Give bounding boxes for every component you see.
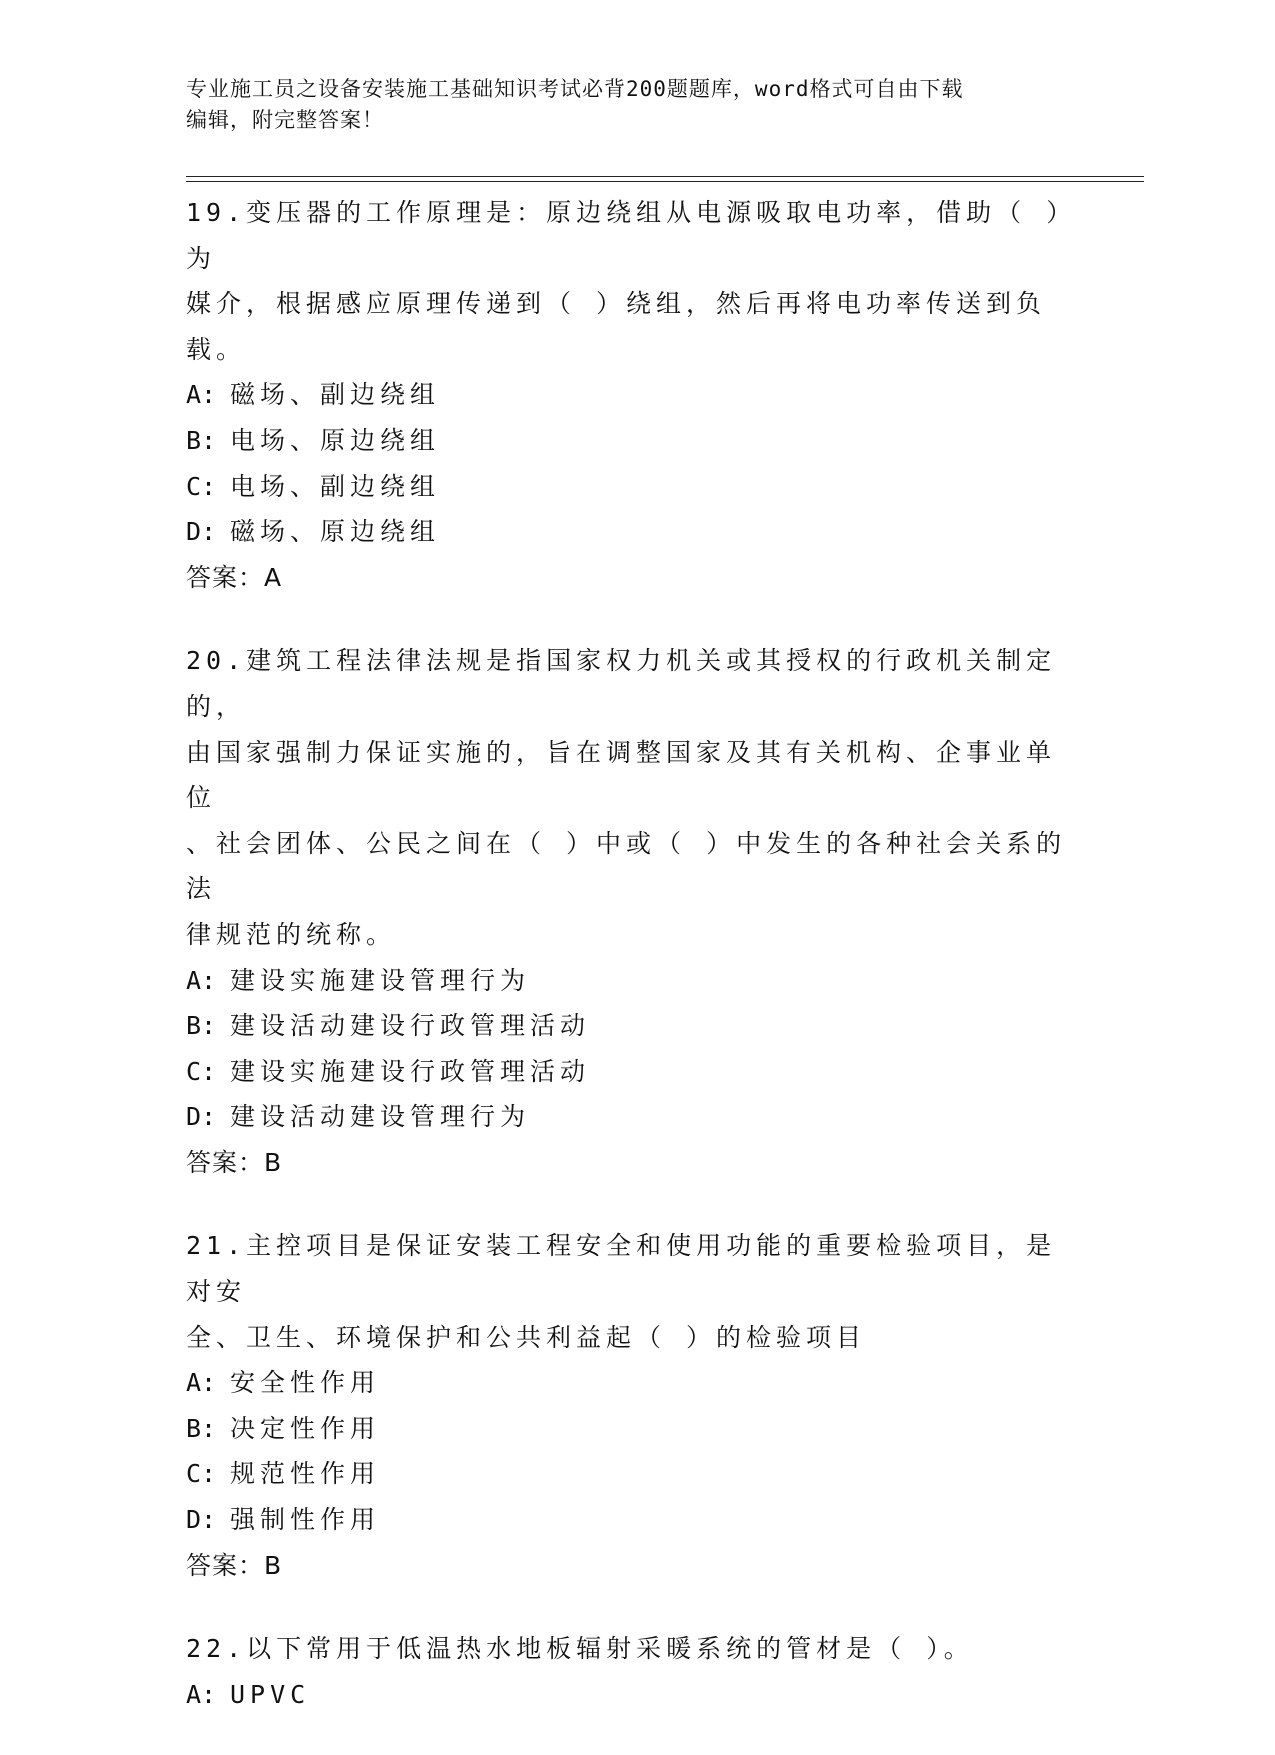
answer-option bbox=[186, 1360, 1076, 1406]
option-key: C: bbox=[186, 1459, 217, 1489]
answer-option bbox=[186, 1049, 1076, 1095]
answer-option bbox=[186, 1497, 1076, 1543]
option-key: D: bbox=[186, 517, 217, 547]
answer-option bbox=[186, 372, 1076, 418]
option-key: A: bbox=[186, 1368, 217, 1398]
question-stem-line: 全、卫生、环境保护和公共利益起（ ）的检验项目 bbox=[186, 1322, 867, 1352]
question-item bbox=[186, 190, 1076, 600]
option-text: 强制性作用 bbox=[230, 1505, 381, 1535]
option-text: 规范性作用 bbox=[230, 1459, 381, 1489]
answer-option bbox=[186, 1406, 1076, 1452]
answer-line: 答案：A bbox=[186, 562, 283, 592]
question-stem-line: 20.建筑工程法律法规是指国家权力机关或其授权的行政机关制定的， bbox=[186, 646, 1057, 721]
option-key: D: bbox=[186, 1505, 217, 1535]
question-stem-line: 21.主控项目是保证安装工程安全和使用功能的重要检验项目，是对安 bbox=[186, 1231, 1057, 1307]
option-text: 电场、副边绕组 bbox=[230, 471, 441, 501]
option-key: B: bbox=[186, 1413, 217, 1443]
question-stem-line: 媒介，根据感应原理传递到（ ）绕组，然后再将电功率传送到负载。 bbox=[186, 289, 1047, 364]
option-text: 建设活动建设管理行为 bbox=[230, 1102, 531, 1132]
question-list bbox=[186, 190, 1076, 1755]
option-key: B: bbox=[186, 425, 217, 455]
question-stem-line: 19.变压器的工作原理是：原边绕组从电源吸取电功率，借助（ ）为 bbox=[186, 198, 1064, 273]
answer-option bbox=[186, 509, 1076, 555]
answer-line: 答案：B bbox=[186, 1550, 283, 1580]
answer-option bbox=[186, 418, 1076, 464]
question-item bbox=[186, 1626, 1076, 1717]
question-item bbox=[186, 1223, 1076, 1588]
question-item bbox=[186, 638, 1076, 1185]
option-text: 安全性作用 bbox=[230, 1368, 381, 1398]
header-divider-bottom bbox=[186, 181, 1144, 182]
header-divider-top bbox=[186, 176, 1144, 177]
answer-option bbox=[186, 1672, 1076, 1718]
option-key: C: bbox=[186, 1056, 217, 1086]
answer-line: 答案：B bbox=[186, 1147, 283, 1177]
option-text: 建设活动建设行政管理活动 bbox=[230, 1011, 591, 1041]
question-stem-line: 22.以下常用于低温热水地板辐射采暖系统的管材是（ ）。 bbox=[186, 1634, 974, 1664]
document-header bbox=[186, 74, 1066, 136]
option-key: C: bbox=[186, 471, 217, 501]
option-text: 磁场、原边绕组 bbox=[230, 517, 441, 547]
answer-option bbox=[186, 1451, 1076, 1497]
option-key: D: bbox=[186, 1102, 217, 1132]
header-title-line-1: 专业施工员之设备安装施工基础知识考试必背200题题库，word格式可自由下载 bbox=[186, 77, 964, 101]
option-key: B: bbox=[186, 1011, 217, 1041]
answer-option bbox=[186, 464, 1076, 510]
option-text: UPVC bbox=[230, 1679, 311, 1709]
option-text: 电场、原边绕组 bbox=[230, 425, 441, 455]
option-text: 建设实施建设行政管理活动 bbox=[230, 1056, 591, 1086]
answer-option bbox=[186, 958, 1076, 1004]
option-key: A: bbox=[186, 380, 217, 410]
answer-option bbox=[186, 1094, 1076, 1140]
answer-option bbox=[186, 1003, 1076, 1049]
option-text: 磁场、副边绕组 bbox=[230, 380, 441, 410]
option-text: 决定性作用 bbox=[230, 1413, 381, 1443]
question-stem-line: 由国家强制力保证实施的，旨在调整国家及其有关机构、企事业单位 bbox=[186, 737, 1057, 813]
option-key: A: bbox=[186, 1679, 217, 1709]
question-stem-line: 、社会团体、公民之间在（ ）中或（ ）中发生的各种社会关系的法 bbox=[186, 828, 1067, 904]
question-stem-line: 律规范的统称。 bbox=[186, 919, 397, 949]
option-key: A: bbox=[186, 965, 217, 995]
header-title-line-2: 编辑，附完整答案！ bbox=[186, 108, 384, 132]
option-text: 建设实施建设管理行为 bbox=[230, 965, 531, 995]
